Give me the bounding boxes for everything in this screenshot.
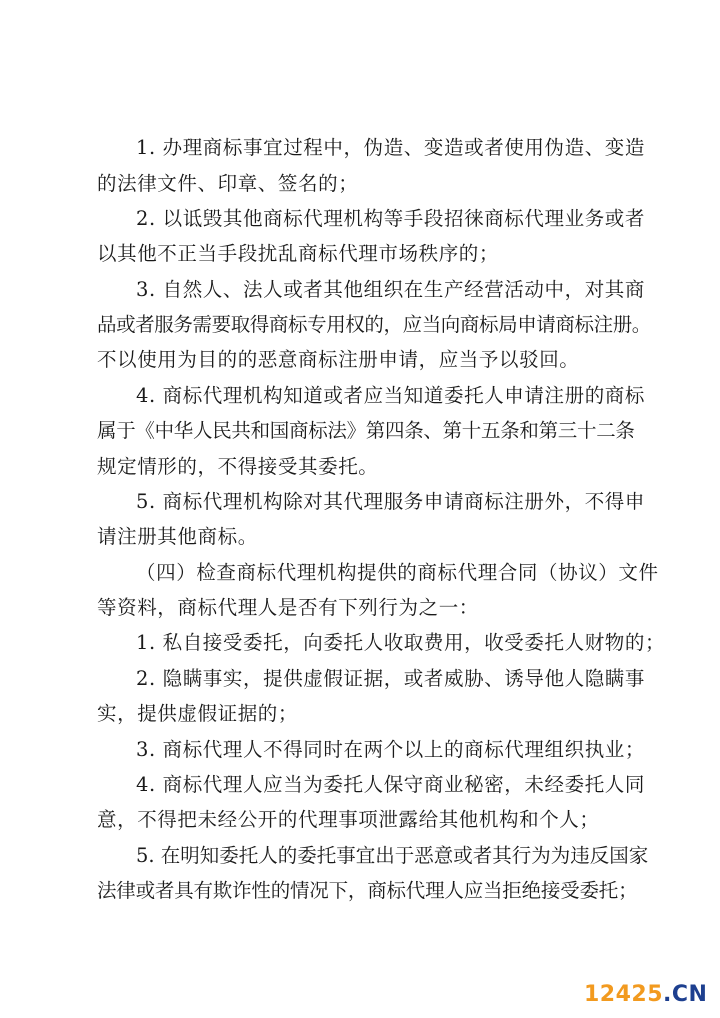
watermark-domain: .CN: [663, 982, 708, 1007]
text-line: 4. 商标代理人应当为委托人保守商业秘密，未经委托人同: [136, 773, 646, 796]
site-watermark: [584, 982, 708, 1010]
text-line: 以其他不正当手段扰乱商标代理市场秩序的；: [97, 242, 500, 265]
text-line: 等资料，商标代理人是否有下列行为之一：: [97, 596, 479, 619]
section-heading: （四）检查商标代理机构提供的商标代理合同（协议）文件: [136, 561, 659, 584]
watermark-number: 12425: [584, 982, 664, 1007]
text-line: 不以使用为目的的恶意商标注册申请，应当予以驳回。: [97, 348, 580, 371]
text-line: 3. 商标代理人不得同时在两个以上的商标代理组织执业；: [136, 738, 646, 761]
text-line: 品或者服务需要取得商标专用权的，应当向商标局申请商标注册。: [97, 313, 651, 336]
text-line: 的法律文件、印章、签名的；: [97, 172, 359, 195]
text-line: 实，提供虚假证据的；: [97, 702, 299, 725]
text-line: 1. 私自接受委托，向委托人收取费用，收受委托人财物的；: [136, 631, 666, 654]
text-line: 1. 办理商标事宜过程中，伪造、变造或者使用伪造、变造: [136, 136, 646, 159]
text-line: 规定情形的，不得接受其委托。: [97, 455, 379, 478]
text-line: 属于《中华人民共和国商标法》第四条、第十五条和第三十二条: [97, 419, 635, 442]
text-line: 5. 在明知委托人的委托事宜出于恶意或者其行为为违反国家: [136, 844, 649, 867]
text-line: 2. 隐瞒事实，提供虚假证据，或者威胁、诱导他人隐瞒事: [136, 667, 646, 690]
text-line: 4. 商标代理机构知道或者应当知道委托人申请注册的商标: [136, 384, 646, 407]
text-line: 请注册其他商标。: [97, 525, 258, 548]
text-line: 2. 以诋毁其他商标代理机构等手段招徕商标代理业务或者: [136, 207, 646, 230]
text-line: 意，不得把未经公开的代理事项泄露给其他机构和个人；: [97, 808, 600, 831]
text-line: 法律或者具有欺诈性的情况下，商标代理人应当拒绝接受委托；: [97, 879, 638, 902]
text-line: 3. 自然人、法人或者其他组织在生产经营活动中，对其商: [136, 278, 646, 301]
text-line: 5. 商标代理机构除对其代理服务申请商标注册外，不得申: [136, 490, 646, 513]
